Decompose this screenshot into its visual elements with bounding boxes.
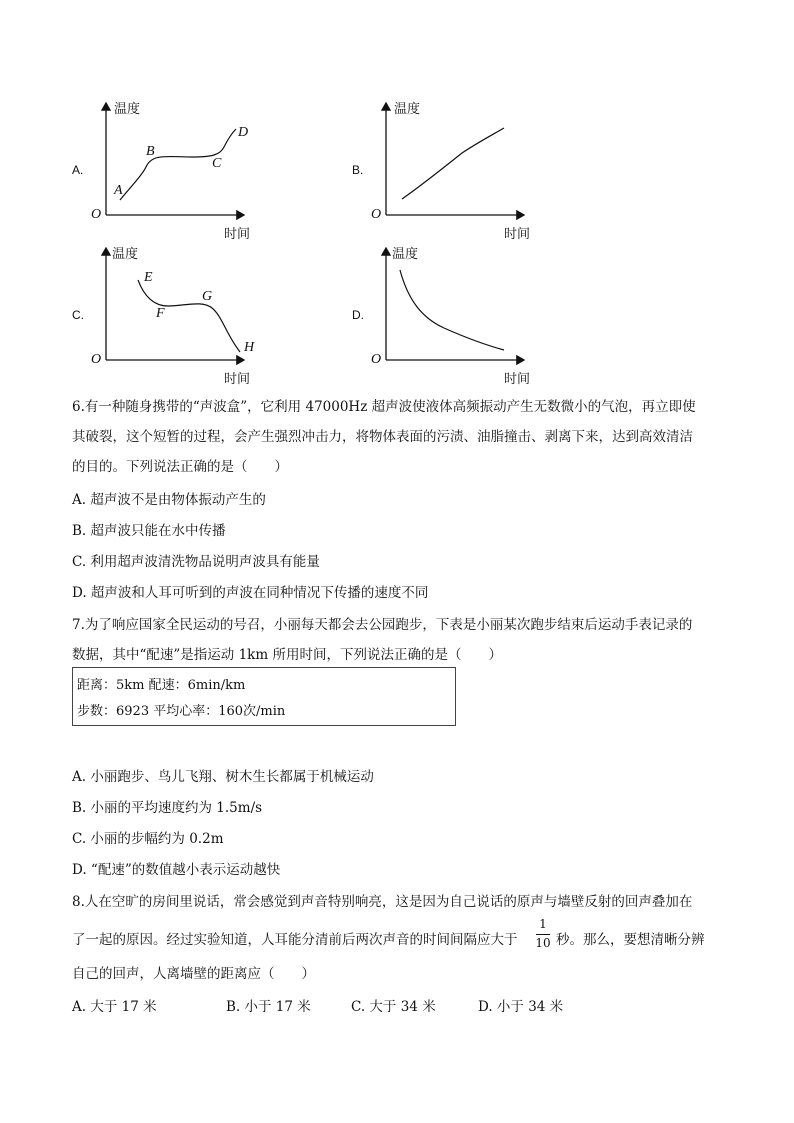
watch-data-table xyxy=(72,667,456,726)
q6-option-c: C. 利用超声波清洗物品说明声波具有能量 xyxy=(72,554,320,570)
q6-option-b: B. 超声波只能在水中传播 xyxy=(72,523,226,539)
point-label: E xyxy=(144,270,153,285)
q6-stem-line: 6.有一种随身携带的“声波盒”，它利用 47000Hz 超声波使液体高频振动产生无数微小的气泡，再立即使 xyxy=(72,399,696,415)
table-row: 步数：6923 平均心率：160次/min xyxy=(77,704,286,719)
y-axis-label: 温度 xyxy=(114,102,141,117)
q8-option-a: A. 大于 17 米 xyxy=(72,999,157,1015)
q6-stem-line: 的目的。下列说法正确的是（ ） xyxy=(72,459,288,475)
q7-option-a: A. 小丽跑步、鸟儿飞翔、树木生长都属于机械运动 xyxy=(72,769,374,785)
table-row: 距离：5km 配速：6min/km xyxy=(77,678,246,693)
origin-label: O xyxy=(91,207,102,222)
q6-stem-line: 其破裂，这个短暂的过程，会产生强烈冲击力，将物体表面的污渍、油脂撞击、剥离下来，达到高效清洁 xyxy=(72,429,693,445)
q7-option-b: B. 小丽的平均速度约为 1.5m/s xyxy=(72,800,263,816)
q8-stem-line: 了一起的原因。经过实验知道，人耳能分清前后两次声音的时间间隔应大于 xyxy=(72,932,518,948)
fraction-bar xyxy=(536,934,550,935)
q7-option-d: D. “配速”的数值越小表示运动越快 xyxy=(72,862,281,878)
origin-label: O xyxy=(371,207,382,222)
point-label: G xyxy=(202,289,213,304)
option-letter: A. xyxy=(72,163,84,177)
point-label: D xyxy=(238,125,249,140)
q8-stem-line: 秒。那么，要想清晰分辨 xyxy=(556,932,705,948)
q7-stem-line: 7.为了响应国家全民运动的号召，小丽每天都会去公园跑步，下表是小丽某次跑步结束后运动手表记录的 xyxy=(72,617,693,633)
point-label: B xyxy=(146,144,155,159)
y-axis-label: 温度 xyxy=(112,247,139,262)
graph-d xyxy=(352,240,552,390)
x-axis-label: 时间 xyxy=(504,372,531,387)
q8-stem-line: 8.人在空旷的房间里说话，常会感觉到声音特别响亮，这是因为自己说话的原声与墙壁反射的回声叠加在 xyxy=(72,894,693,910)
origin-label: O xyxy=(91,352,102,367)
graph-c-curve xyxy=(138,280,240,352)
graph-a xyxy=(72,95,272,245)
x-axis-label: 时间 xyxy=(504,227,531,242)
fraction-denominator: 10 xyxy=(535,936,551,950)
y-axis-label: 温度 xyxy=(392,247,419,262)
point-label: F xyxy=(156,306,165,321)
q7-stem-line: 数据，其中“配速”是指运动 1km 所用时间，下列说法正确的是（ ） xyxy=(72,647,502,663)
graph-b xyxy=(352,95,552,245)
q6-option-a: A. 超声波不是由物体振动产生的 xyxy=(72,492,266,508)
q8-option-c: C. 大于 34 米 xyxy=(351,999,436,1015)
graph-d-curve xyxy=(400,270,504,350)
option-letter: D. xyxy=(352,308,364,322)
q6-option-d: D. 超声波和人耳可听到的声波在同种情况下传播的速度不同 xyxy=(72,585,429,601)
y-axis-label: 温度 xyxy=(394,102,421,117)
point-label: C xyxy=(212,156,222,171)
fraction-numerator: 1 xyxy=(539,917,547,931)
point-label: H xyxy=(244,340,255,355)
x-axis-label: 时间 xyxy=(224,372,251,387)
option-letter: C. xyxy=(72,308,84,322)
origin-label: O xyxy=(371,352,382,367)
q8-option-b: B. 小于 17 米 xyxy=(226,999,311,1015)
graph-b-curve xyxy=(402,128,504,199)
q7-option-c: C. 小丽的步幅约为 0.2m xyxy=(72,831,224,847)
q8-stem-line: 自己的回声，人离墙壁的距离应（ ） xyxy=(72,966,315,982)
x-axis-label: 时间 xyxy=(224,227,251,242)
option-letter: B. xyxy=(352,163,364,177)
point-label: A xyxy=(114,183,123,198)
graph-c xyxy=(72,240,272,390)
q8-option-d: D. 小于 34 米 xyxy=(478,999,564,1015)
